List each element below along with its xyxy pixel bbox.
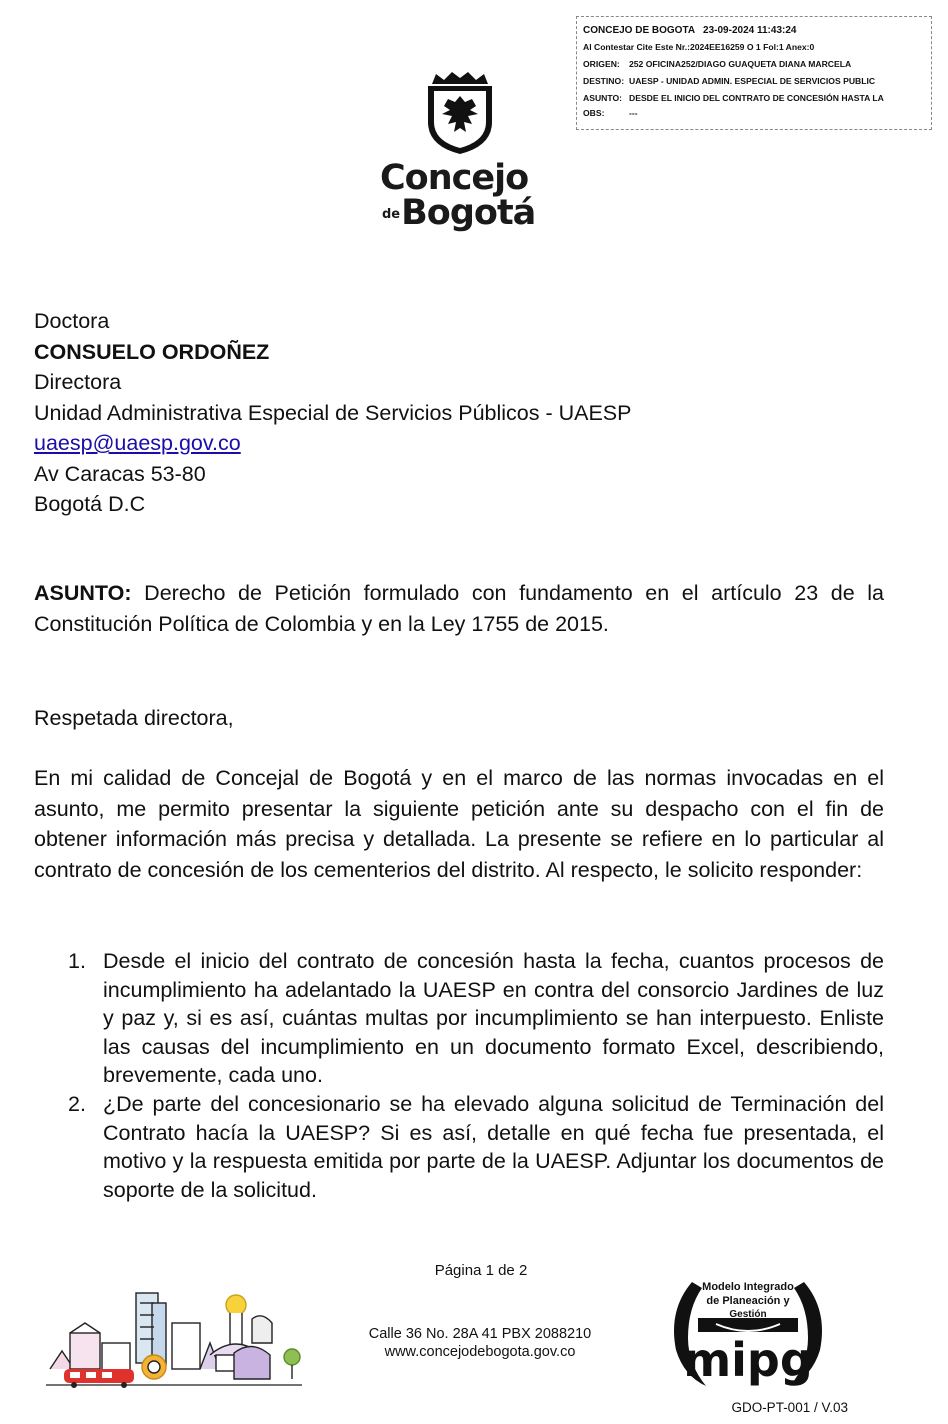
recipient-city: Bogotá D.C xyxy=(34,492,146,516)
logo-line2: Bogotá xyxy=(401,193,536,233)
stamp-reference: Al Contestar Cite Este Nr.:2024EE16259 O 1 Fol:1 Anex:0 xyxy=(583,42,815,52)
recipient-name: CONSUELO ORDOÑEZ xyxy=(34,339,270,364)
question-text: Desde el inicio del contrato de concesión hasta la fecha, cuantos procesos de incumplimiento ha adelantado la UAESP en contra del consorcio Jardines de luz y paz y, si es así, cuántas multas por incumplimiento se han interpuesto. Enliste las causas del incumplimiento en un documento formato Excel, describiendo, brevemente, cada uno. xyxy=(103,949,884,1088)
stamp-origen-value: 252 OFICINA252/DIAGO GUAQUETA DIANA MARCELA xyxy=(629,59,852,69)
concejo-logo xyxy=(380,160,550,232)
logo-line1: Concejo xyxy=(380,158,529,198)
stamp-asunto-value: DESDE EL INICIO DEL CONTRATO DE CONCESIÓN HASTA LA xyxy=(629,93,884,103)
greeting: Respetada directora, xyxy=(34,706,234,730)
stamp-destino-value: UAESP - UNIDAD ADMIN. ESPECIAL DE SERVICIOS PUBLIC xyxy=(629,76,876,86)
subject-paragraph xyxy=(34,578,884,639)
recipient-entity: Unidad Administrativa Especial de Servicios Públicos - UAESP xyxy=(34,400,632,425)
recipient-address: Av Caracas 53-80 xyxy=(34,461,206,486)
question-number: 2. xyxy=(68,1091,86,1116)
mipg-line3: Gestión xyxy=(729,1309,767,1320)
body-paragraph: En mi calidad de Concejal de Bogotá y en el marco de las normas invocadas en el asunto, me permito presentar la siguiente petición ante su despacho con el fin de obtener información más precisa y detallada. La presente se refiere en lo particular al contrato de concesión de los cementerios del distrito. Al respecto, le solicito responder: xyxy=(34,766,884,882)
footer-website: www.concejodebogota.gov.co xyxy=(384,1344,576,1360)
mipg-word: mipg xyxy=(683,1333,813,1387)
recipient-position: Directora xyxy=(34,370,122,394)
stamp-destino-label: DESTINO: xyxy=(583,76,625,86)
question-text: ¿De parte del concesionario se ha elevado alguna solicitud de Terminación del Contrato hacía la UAESP? Si es así, detalle en qué fecha fue presentada, el motivo y la respuesta emitida por parte de la UAESP. Adjuntar los documentos de soporte de la solicitud. xyxy=(103,1091,884,1202)
bogota-skyline-illustration xyxy=(40,1283,308,1391)
page-number: Página 1 de 2 xyxy=(434,1262,528,1279)
list-item xyxy=(34,1090,884,1204)
recipient-email-link[interactable]: uaesp@uaesp.gov.co xyxy=(34,431,241,455)
logo-de: de xyxy=(382,207,401,222)
recipient-title: Doctora xyxy=(34,309,110,333)
stamp-asunto-label: ASUNTO: xyxy=(583,93,622,103)
question-number: 1. xyxy=(68,949,86,973)
stamp-datetime: 23-09-2024 11:43:24 xyxy=(703,25,797,36)
mipg-line2: de Planeación y xyxy=(706,1295,790,1307)
subject-label: ASUNTO: xyxy=(34,581,132,605)
subject-text: Derecho de Petición formulado con fundamento en el artículo 23 de la Constitución Política de Colombia y en la Ley 1755 de 2015. xyxy=(34,581,884,636)
footer-contact xyxy=(330,1325,630,1361)
radicado-stamp xyxy=(576,16,932,130)
recipient-block xyxy=(34,306,884,520)
mipg-logo xyxy=(662,1272,834,1402)
document-code: GDO-PT-001 / V.03 xyxy=(731,1400,848,1415)
footer-address: Calle 36 No. 28A 41 PBX 2088210 xyxy=(368,1326,592,1342)
coat-of-arms-icon xyxy=(422,70,498,156)
stamp-obs-value: --- xyxy=(629,108,638,118)
stamp-origen-label: ORIGEN: xyxy=(583,59,620,69)
list-item xyxy=(34,947,884,1090)
mipg-line1: Modelo Integrado xyxy=(702,1281,794,1293)
questions-list xyxy=(34,947,884,1204)
stamp-entity: CONCEJO DE BOGOTA xyxy=(583,25,696,36)
stamp-obs-label: OBS: xyxy=(583,108,605,118)
